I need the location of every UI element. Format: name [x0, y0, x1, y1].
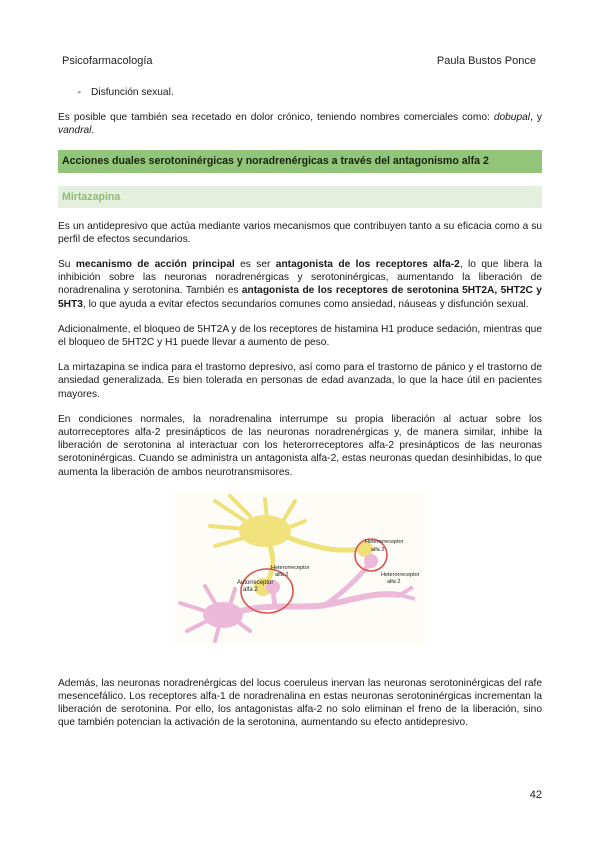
label-hetero-top: Heterorreceptor: [365, 538, 404, 545]
bullet-text: Disfunción sexual.: [91, 87, 174, 98]
label-hetero-top-2: alfa 2: [371, 546, 385, 553]
section-heading: Acciones duales serotoninérgicas y noradrenérgicas a través del antagonismo alfa 2: [58, 150, 542, 173]
intro-text: Es posible que también sea recetado en dolor crónico, teniendo nombres comerciales como:: [58, 112, 494, 124]
paragraph-4: La mirtazapina se indica para el trastorno depresivo, así como para el trastorno de pánico y el trastorno de ansiedad generalizada. Es bien tolerada en personas de edad avanzada, lo que la hace útil en pacientes mayores.: [58, 362, 542, 400]
label-autoreceptor: Autorreceptor: [237, 579, 274, 586]
paragraph-5: En condiciones normales, la noradrenalina interrumpe su propia liberación al actuar sobre los autorreceptores alfa-2 presinápticos de las neuronas noradrenérgicas y, de manera similar, inhibe la liberación de serotonina al interactuar con los heterorreceptores alfa-2 presinápticos de las neuronas serotoninérgicas. Cuando se administra un antagonista alfa-2, estas neuronas quedan desinhibidas, lo que aumenta la liberación de ambos neurotransmisores.: [58, 413, 542, 478]
page-body: [58, 86, 542, 742]
label-hetero-right-2: alfa 2: [387, 578, 401, 585]
p2-bold-2: antagonista de los receptores alfa-2: [275, 259, 460, 271]
label-autoreceptor-2: alfa 2: [243, 586, 258, 593]
intro-end: .: [91, 125, 95, 137]
label-hetero-right: Heterorreceptor: [381, 571, 420, 578]
p2-bold-1: mecanismo de acción principal: [75, 259, 235, 271]
neuron-diagram: [175, 491, 425, 645]
p2-text-1: Su: [58, 259, 76, 271]
intro-sep: , y: [530, 112, 542, 124]
bullet-dash: -: [77, 87, 81, 98]
p2-text-3: , lo que libera la inhibición sobre las neuronas noradrenérgicas y serotoninérgicas, aumentando la liberación de noradrenalina y serotonina. También es: [58, 259, 542, 297]
p2-bold-3: antagonista de los receptores de serotonina 5HT2A, 5HT2C y 5HT3: [58, 285, 542, 310]
brand-vandral: vandral: [58, 125, 92, 137]
subsection-heading: Mirtazapina: [58, 186, 542, 208]
paragraph-2: [58, 258, 542, 311]
brand-dobupal: dobupal: [493, 112, 531, 124]
p2-text-4: , lo que ayuda a evitar efectos secundarios comunes como ansiedad, náuseas y disfunción sexual.: [82, 298, 529, 310]
intro-paragraph: [58, 111, 542, 137]
label-center: Heterorreceptor: [271, 564, 310, 571]
page-number: 42: [529, 789, 542, 801]
p2-text-2: es ser: [234, 259, 276, 271]
bullet-item: [58, 86, 542, 99]
header-left: Psicofarmacología: [62, 55, 153, 67]
paragraph-6: Además, las neuronas noradrenérgicas del locus coeruleus inervan las neuronas serotoninérgicas del rafe mesencefálico. Los receptores alfa-1 de noradrenalina en estas neuronas serotoninérgicas incrementan la liberación de serotonina. Por ello, los antagonistas alfa-2 no solo eliminan el freno de la liberación, sino que también potencian la activación de la serotonina, aumentando su efecto antidepresivo.: [58, 677, 542, 729]
paragraph-3: Adicionalmente, el bloqueo de 5HT2A y de los receptores de histamina H1 produce sedación, mientras que el bloqueo de 5HT2C y H1 puede llevar a aumento de peso.: [58, 323, 542, 349]
label-center-2: alfa 2: [275, 571, 289, 578]
paragraph-1: Es un antidepresivo que actúa mediante varios mecanismos que contribuyen tanto a su eficacia como a su perfil de efectos secundarios.: [58, 220, 542, 245]
header-right: Paula Bustos Ponce: [436, 55, 536, 67]
